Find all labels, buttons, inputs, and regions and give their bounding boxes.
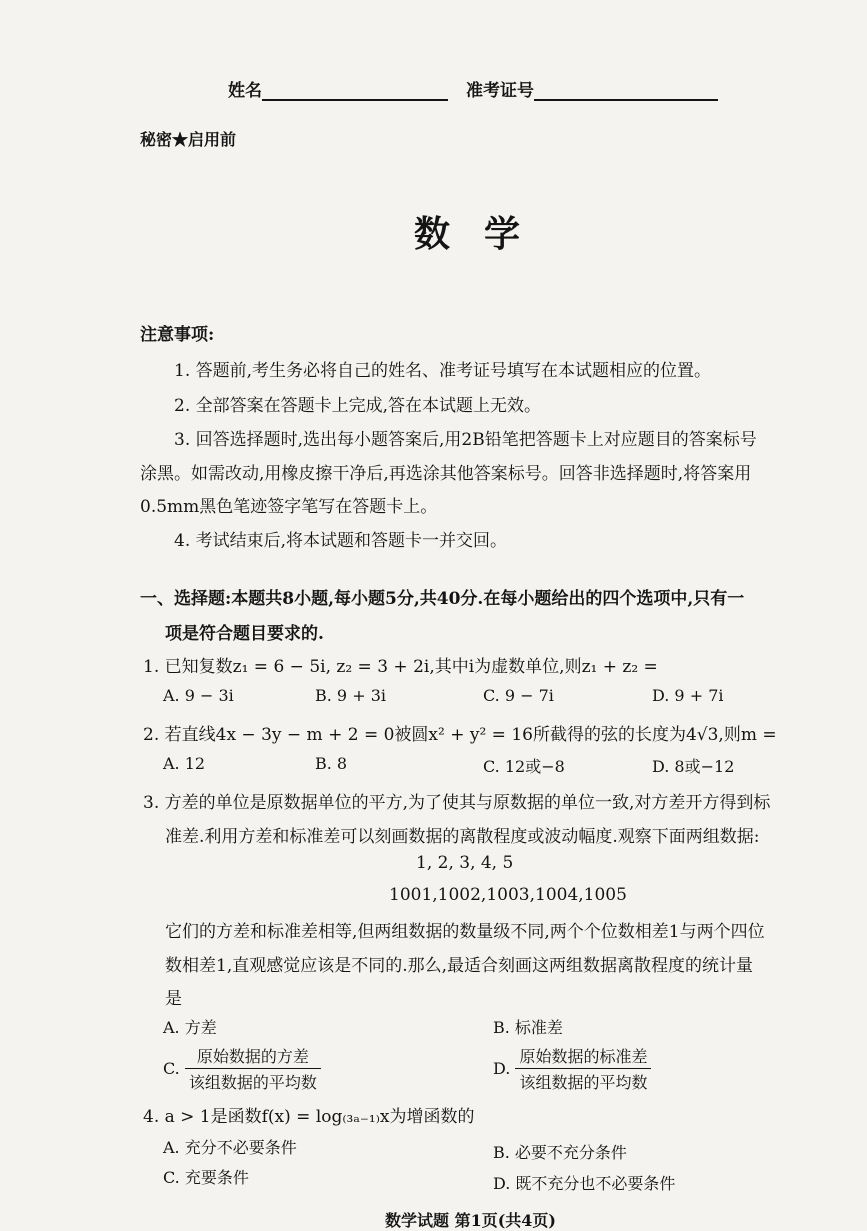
q4-option-c: C. 充要条件 [163,1168,249,1187]
q3-option-d [493,1044,651,1093]
section1-line2: 项是符合题目要求的. [165,624,324,644]
notes-heading: 注意事项: [140,325,215,345]
q3-data-set-1: 1, 2, 3, 4, 5 [416,853,514,873]
q2-stem: 2. 若直线4x − 3y − m + 2 = 0被圆x² + y² = 16所截得的弦的长度为4√3,则m = [143,725,777,745]
name-blank [262,81,448,101]
note-3-line3: 0.5mm黑色笔迹签字笔写在答题卡上。 [140,497,438,517]
q3-option-d-label: D. [493,1059,511,1078]
q3-option-d-fraction [515,1044,651,1093]
page-title: 数学 [414,213,555,255]
id-field [466,76,718,101]
q3-option-c-denominator: 该组数据的平均数 [188,1073,317,1092]
q1-stem: 1. 已知复数z₁ = 6 − 5i, z₂ = 3 + 2i,其中i为虚数单位,则z₁ + z₂ = [143,657,658,677]
note-4: 4. 考试结束后,将本试题和答题卡一并交回。 [174,531,508,551]
section1-line1: 一、选择题:本题共8小题,每小题5分,共40分.在每小题给出的四个选项中,只有一 [140,589,745,609]
q3-option-d-denominator: 该组数据的平均数 [519,1073,648,1092]
note-2: 2. 全部答案在答题卡上完成,答在本试题上无效。 [174,396,542,416]
q3-option-a: A. 方差 [163,1018,217,1037]
q2-option-d: D. 8或−12 [652,757,735,776]
q3-line2: 准差.利用方差和标准差可以刻画数据的离散程度或波动幅度.观察下面两组数据: [165,827,760,847]
id-blank [534,81,718,101]
note-3-line2: 涂黑。如需改动,用橡皮擦干净后,再选涂其他答案标号。回答非选择题时,将答案用 [140,464,752,484]
id-label: 准考证号 [466,81,534,101]
q3-option-c-label: C. [163,1059,180,1078]
q4-option-d: D. 既不充分也不必要条件 [493,1174,676,1193]
q3-option-c-numerator: 原始数据的方差 [185,1044,321,1069]
q1-option-d: D. 9 + 7i [652,686,724,705]
q2-option-b: B. 8 [315,754,348,773]
q4-option-b: B. 必要不充分条件 [493,1143,627,1162]
name-label: 姓名 [228,81,262,101]
q3-data-set-2: 1001,1002,1003,1004,1005 [389,885,627,905]
q3-option-d-numerator: 原始数据的标准差 [515,1044,651,1069]
q3-option-b: B. 标准差 [493,1018,563,1037]
q3-line1: 3. 方差的单位是原数据单位的平方,为了使其与原数据的单位一致,对方差开方得到标 [143,793,771,813]
q1-option-b: B. 9 + 3i [315,686,386,705]
q2-option-c: C. 12或−8 [483,757,565,776]
page-footer: 数学试题 第1页(共4页) [385,1211,556,1230]
q3-line3: 它们的方差和标准差相等,但两组数据的数量级不同,两个个位数相差1与两个四位 [165,922,765,942]
q3-line4: 数相差1,直观感觉应该是不同的.那么,最适合刻画这两组数据离散程度的统计量 [165,956,754,976]
name-field [228,76,448,101]
q2-option-a: A. 12 [163,754,206,773]
q1-option-a: A. 9 − 3i [163,686,234,705]
q3-line5: 是 [165,989,182,1009]
note-3-line1: 3. 回答选择题时,选出每小题答案后,用2B铅笔把答题卡上对应题目的答案标号 [174,430,757,450]
q4-stem: 4. a > 1是函数f(x) = log₍₃ₐ₋₁₎x为增函数的 [143,1107,475,1127]
q3-option-c [163,1044,321,1093]
q3-option-c-fraction [185,1044,321,1093]
note-1: 1. 答题前,考生务必将自己的姓名、准考证号填写在本试题相应的位置。 [174,361,712,381]
secret-mark: 秘密★启用前 [140,130,237,149]
q1-option-c: C. 9 − 7i [483,686,554,705]
q4-option-a: A. 充分不必要条件 [163,1138,297,1157]
